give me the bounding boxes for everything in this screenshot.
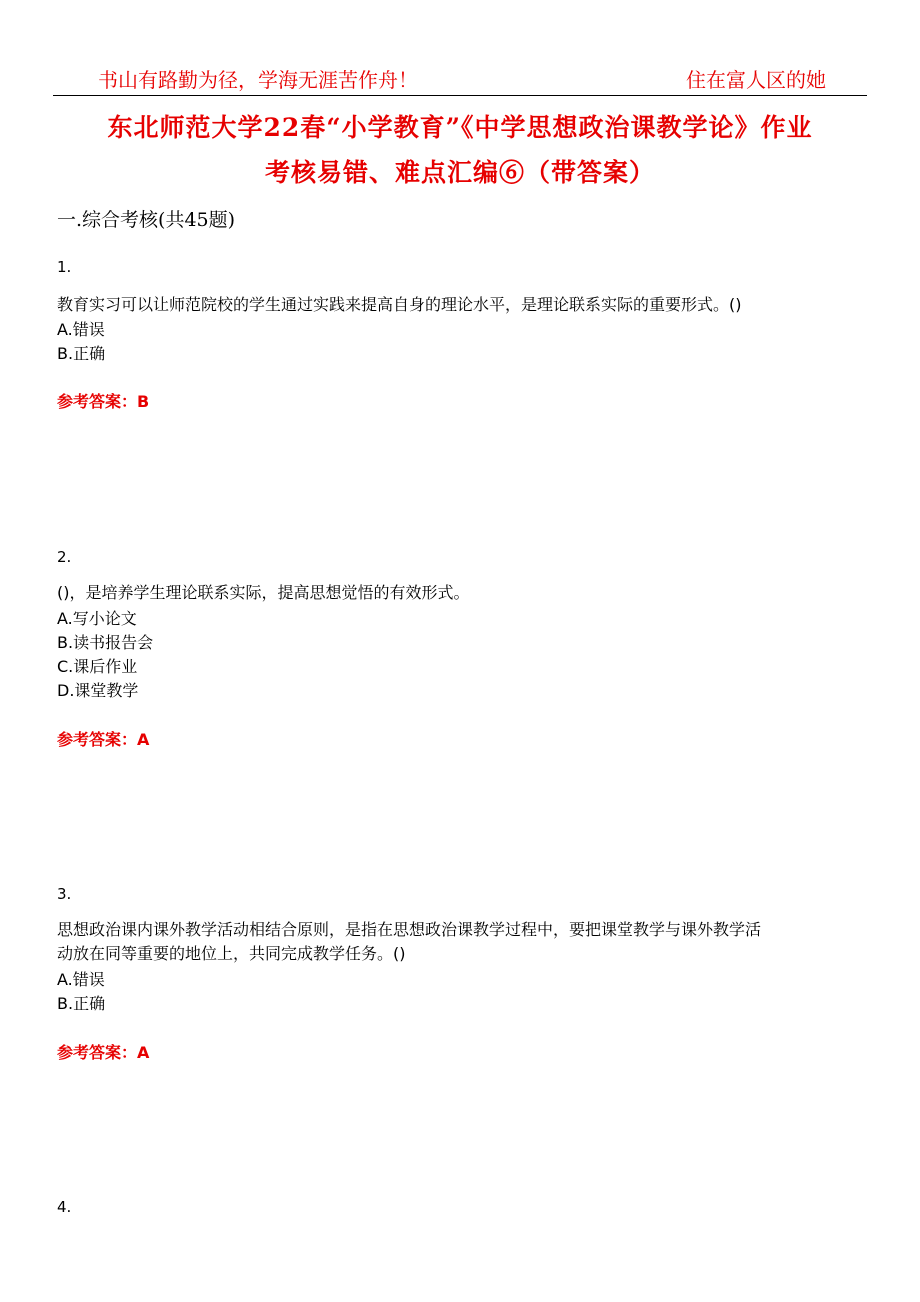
section-heading: 一.综合考核(共45题) [57,209,236,231]
question-option: D.课堂教学 [57,681,139,700]
answer-value: A [137,1043,150,1062]
question-option: B.读书报告会 [57,633,154,652]
answer-label: 参考答案： [57,1043,138,1062]
header-motto: 书山有路勤为径，学海无涯苦作舟！ [98,68,418,92]
answer-label: 参考答案： [57,730,138,749]
question-option: B.正确 [57,994,106,1013]
answer-line [57,389,149,412]
document-title-line-1: 东北师范大学22春“小学教育”《中学思想政治课教学论》作业 [107,113,813,142]
question-option: B.正确 [57,344,106,363]
answer-line [57,1040,149,1063]
question-option: A.写小论文 [57,609,137,628]
question-text: ()，是培养学生理论联系实际，提高思想觉悟的有效形式。 [57,583,470,602]
header-author: 住在富人区的她 [686,68,826,92]
question-number: 2. [57,548,72,566]
answer-line [57,727,149,750]
question-number: 3. [57,885,72,903]
question-option: C.课后作业 [57,657,138,676]
header-divider [53,95,867,96]
question-text-line-2: 动放在同等重要的地位上，共同完成教学任务。() [57,944,406,963]
answer-label: 参考答案： [57,392,138,411]
question-number: 4. [57,1198,72,1216]
question-number: 1. [57,258,72,276]
page-header [0,64,920,94]
question-option: A.错误 [57,970,105,989]
answer-value: B [137,392,150,411]
question-option: A.错误 [57,320,105,339]
answer-value: A [137,730,150,749]
document-title-line-2: 考核易错、难点汇编⑥（带答案） [264,158,655,187]
question-text: 教育实习可以让师范院校的学生通过实践来提高自身的理论水平，是理论联系实际的重要形式。() [57,295,742,314]
question-text-line-1: 思想政治课内课外教学活动相结合原则，是指在思想政治课教学过程中，要把课堂教学与课外教学活 [57,920,762,939]
